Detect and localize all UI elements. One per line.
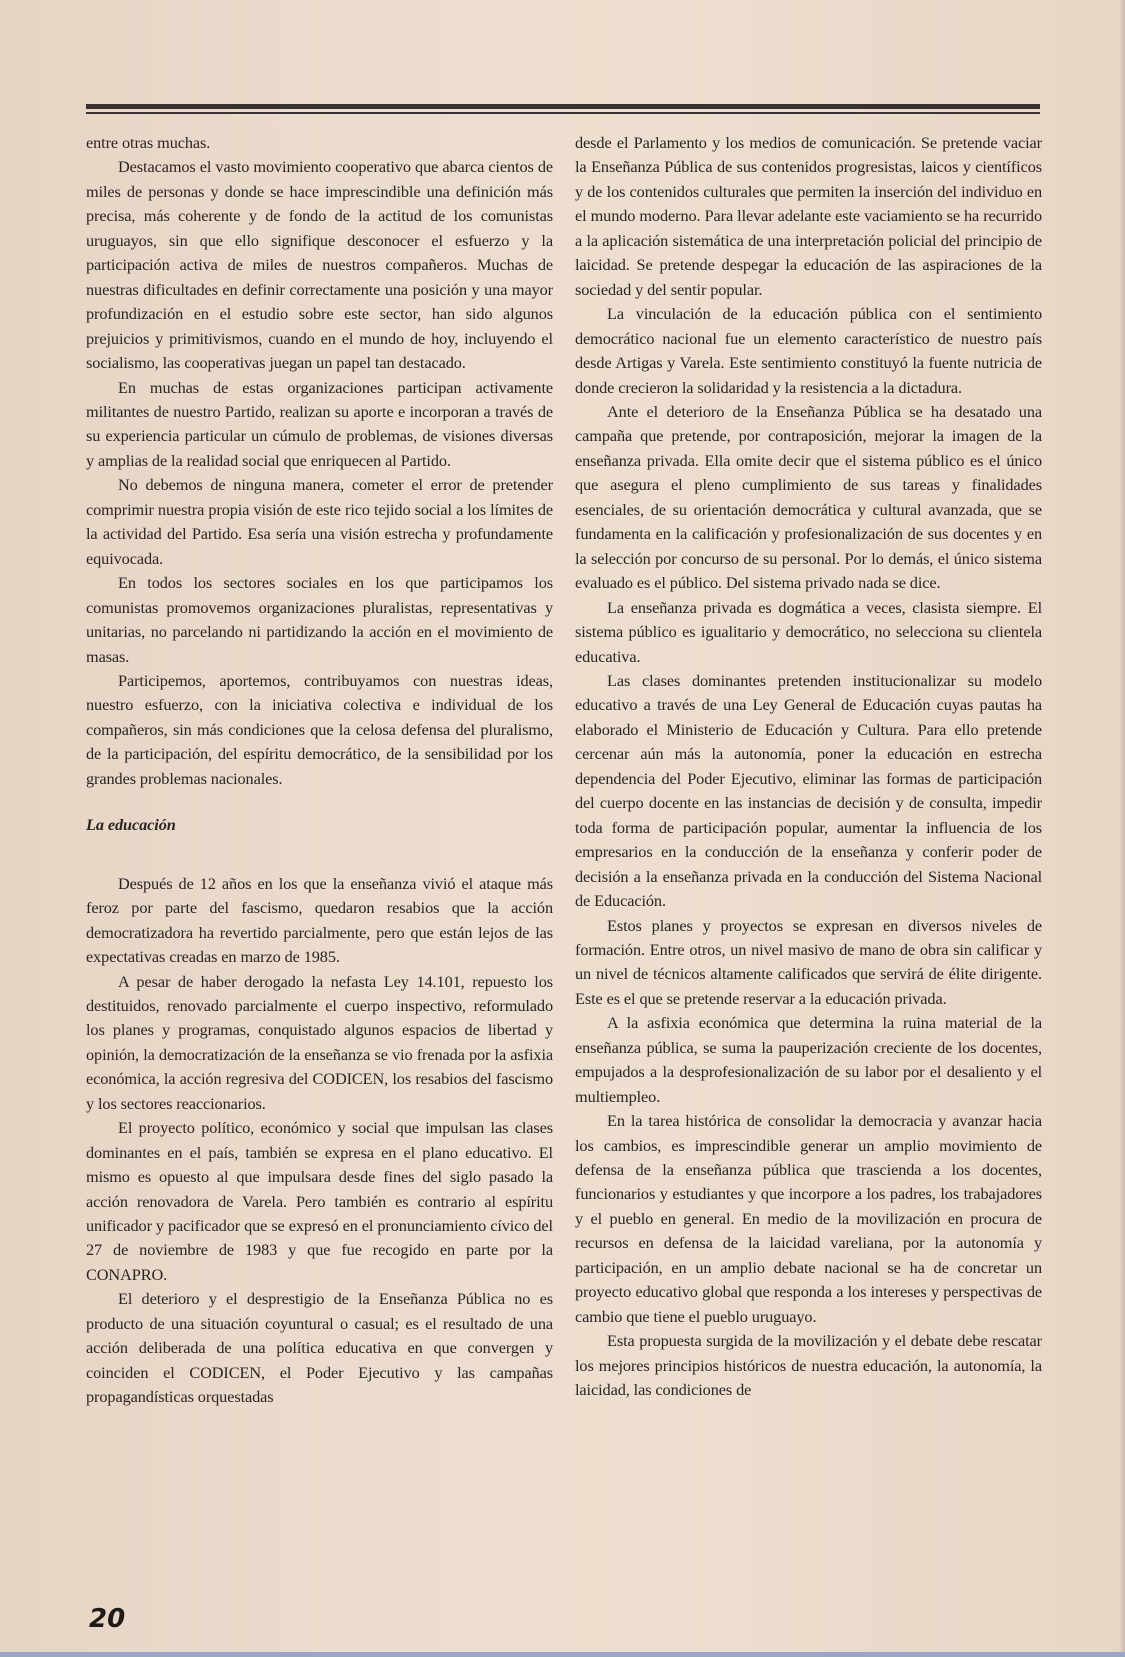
paragraph: El proyecto político, económico y social que impulsan las clases dominantes en el país, también se expresa en el plano educativo. El mismo es opuesto al que impulsara desde fines del siglo pasado la acción renovadora de Varela. Pero también es contrario al espíritu unificador y pacificador que se expresó en el pronunciamiento cívico del 27 de noviembre de 1983 y que fue recogido en parte por la CONAPRO. xyxy=(86,1118,553,1284)
header-rule-thick xyxy=(86,104,1040,109)
page-number: 20 xyxy=(89,1604,126,1634)
paragraph: No debemos de ninguna manera, cometer el error de pretender comprimir nuestra propia visión de este rico tejido social a los límites de la actividad del Partido. Esa sería una visión estrecha y profundamente equivocada. xyxy=(86,475,553,568)
paragraph: Estos planes y proyectos se expresan en diversos niveles de formación. Entre otros, un nivel masivo de mano de obra sin calificar y un nivel de técnicos altamente calificados que servirá de élite dirigente. Este es el que se pretende reservar a la educación privada. xyxy=(575,915,1042,1008)
header-rule-thin xyxy=(86,112,1040,114)
paragraph: Las clases dominantes pretenden institucionalizar su modelo educativo a través de una Ley General de Educación cuyas pautas ha elaborado el Ministerio de Educación y Cultura. Para ello pretende cercenar aún más la autonomía, poner la educación en estrecha dependencia del Poder Ejecutivo, eliminar las formas de participación del cuerpo docente en las instancias de decisión y de consulta, impedir toda forma de participación popular, aumentar la influencia de los empresarios en la conducción de la enseñanza y conferir poder de decisión a la enseñanza privada en la conducción del Sistema Nacional de Educación. xyxy=(575,670,1042,911)
paragraph: A la asfixia económica que determina la ruina material de la enseñanza pública, se suma la pauperización creciente de los docentes, empujados a la desprofesionalización de su labor por el desaliento y el multiempleo. xyxy=(575,1013,1042,1106)
paragraph: Ante el deterioro de la Enseñanza Pública se ha desatado una campaña que pretende, por contraposición, mejorar la imagen de la enseñanza privada. Ella omite decir que el sistema público es el único que asegura el pleno cumplimiento de sus tareas y finalidades esenciales, de su orientación democrática y cultural avanzada, que se fundamenta en la calificación y profesionalización de sus docentes y en la selección por concurso de su personal. Por lo demás, el único sistema evaluado es el público. Del sistema privado nada se dice. xyxy=(575,401,1042,593)
section-heading: La educación xyxy=(86,815,176,835)
scan-bottom-edge xyxy=(0,1652,1125,1657)
paragraph: El deterioro y el desprestigio de la Enseñanza Pública no es producto de una situación coyuntural o casual; es el resultado de una acción deliberada de una política educativa en que convergen y coinciden el CODICEN, el Poder Ejecutivo y las campañas propagandísticas orquestadas xyxy=(86,1289,553,1407)
paragraph: La enseñanza privada es dogmática a veces, clasista siempre. El sistema público es igualitario y democrático, no selecciona su clientela educativa. xyxy=(575,597,1042,666)
page-edge-shadow xyxy=(1119,0,1125,1657)
paragraph: Destacamos el vasto movimiento cooperativo que abarca cientos de miles de personas y donde se hace imprescindible una definición más precisa, más coherente y de fondo de la actitud de los comunistas uruguayos, sin que ello signifique desconocer el esfuerzo y la participación activa de miles de nuestros compañeros. Muchas de nuestras dificultades en definir correctamente una posición y una mayor profundización en el estudio sobre este sector, han sido algunos prejuicios y primitivismos, cuando en el mundo de hoy, incluyendo el socialismo, las cooperativas juegan un papel tan destacado. xyxy=(86,157,553,373)
paragraph: entre otras muchas. xyxy=(86,133,211,152)
paragraph: Después de 12 años en los que la enseñanza vivió el ataque más feroz por parte del fascismo, quedaron resabios que la acción democratizadora ha revertido parcialmente, pero que están lejos de las expectativas creadas en marzo de 1985. xyxy=(86,873,553,967)
right-column xyxy=(575,131,1042,1403)
paragraph: En la tarea histórica de consolidar la democracia y avanzar hacia los cambios, es imprescindible generar un amplio movimiento de defensa de la enseñanza pública que trascienda a los docentes, funcionarios y estudiantes y que incorpore a los padres, los trabajadores y el pueblo en general. En medio de la movilización en procura de recursos en defensa de la laicidad vareliana, por la autonomía y participación, en un amplio debate nacional se ha de concretar un proyecto educativo global que responda a los intereses y perspectivas de cambio que tiene el pueblo uruguayo. xyxy=(575,1111,1042,1326)
paragraph: En todos los sectores sociales en los que participamos los comunistas promovemos organizaciones pluralistas, representativas y unitarias, no parcelando ni partidizando la acción en el movimiento de masas. xyxy=(86,573,553,666)
paragraph: desde el Parlamento y los medios de comunicación. Se pretende vaciar la Enseñanza Pública de sus contenidos progresistas, laicos y científicos y de los contenidos culturales que permiten la inserción del individuo en el mundo moderno. Para llevar adelante este vaciamiento se ha recurrido a la aplicación sistemática de una interpretación policial del principio de laicidad. Se pretende despegar la educación de las aspiraciones de la sociedad y del sentir popular. xyxy=(575,133,1042,299)
paragraph: Esta propuesta surgida de la movilización y el debate debe rescatar los mejores principios históricos de nuestra educación, la autonomía, la laicidad, las condiciones de xyxy=(575,1331,1042,1400)
paragraph: A pesar de haber derogado la nefasta Ley 14.101, repuesto los destituidos, renovado parcialmente el cuerpo inspectivo, reformulado los planes y programas, conquistado algunos espacios de libertad y opinión, la democratización de la enseñanza se vio frenada por la asfixia económica, la acción regresiva del CODICEN, los resabios del fascismo y los sectores reaccionarios. xyxy=(86,971,553,1113)
paragraph: Participemos, aportemos, contribuyamos con nuestras ideas, nuestro esfuerzo, con la iniciativa colectiva e individual de los compañeros, sin más condiciones que la celosa defensa del pluralismo, de la participación, del espíritu democrático, de la sensibilidad por los grandes problemas nacionales. xyxy=(86,670,553,788)
paragraph: La vinculación de la educación pública con el sentimiento democrático nacional fue un elemento característico de nuestro país desde Artigas y Varela. Este sentimiento constituyó la fuente nutricia de donde crecieron la solidaridad y la resistencia a la dictadura. xyxy=(575,304,1042,397)
paragraph: En muchas de estas organizaciones participan activamente militantes de nuestro Partido, realizan su aporte e incorporan a través de su experiencia particular un cúmulo de problemas, de visiones diversas y amplias de la realidad social que enriquecen al Partido. xyxy=(86,377,553,470)
left-column xyxy=(86,131,553,1410)
